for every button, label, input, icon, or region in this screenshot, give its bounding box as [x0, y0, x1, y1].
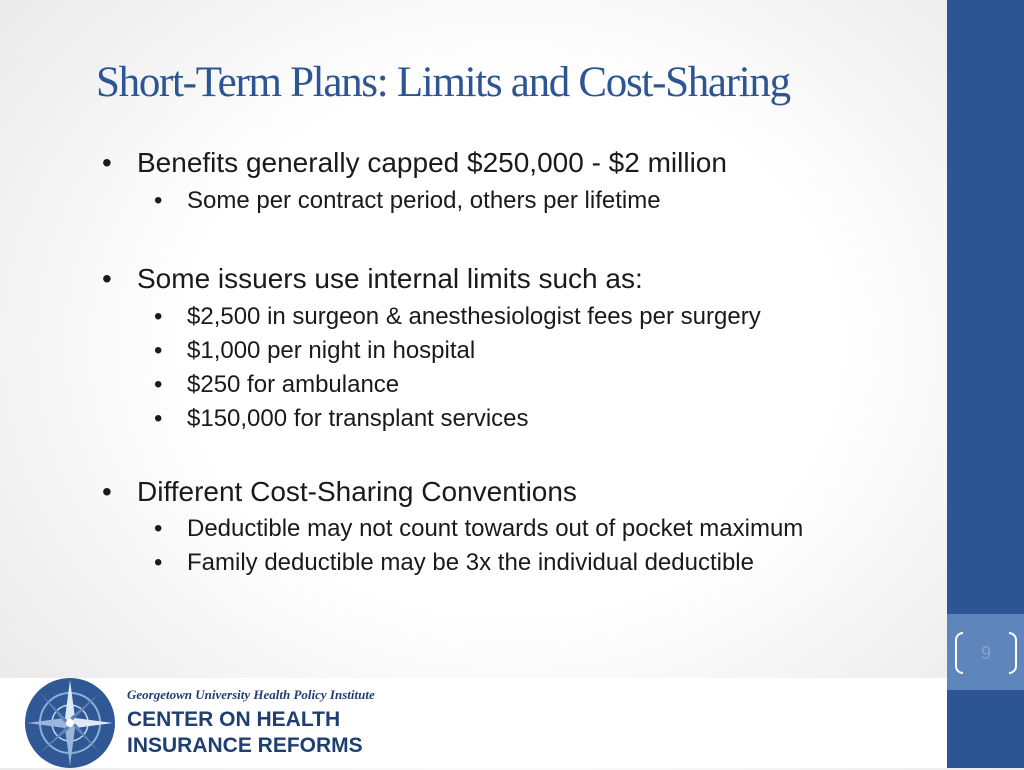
- page-bracket-right: [1009, 632, 1017, 674]
- sub-bullet-text: $1,000 per night in hospital: [187, 337, 476, 364]
- page-number: 9: [980, 643, 991, 663]
- sub-bullet-text: $2,500 in surgeon & anesthesiologist fees per surgery: [187, 303, 761, 330]
- logo-title-line1: CENTER ON HEALTH: [127, 708, 341, 731]
- sub-bullet-text: $150,000 for transplant services: [187, 405, 529, 432]
- sub-bullet-text: Some per contract period, others per lifetime: [187, 187, 661, 214]
- logo-title-line2: INSURANCE REFORMS: [127, 734, 363, 757]
- page-bracket-left: [955, 632, 963, 674]
- slide-title: Short-Term Plans: Limits and Cost-Sharing: [96, 59, 790, 106]
- sub-bullet-text: $250 for ambulance: [187, 371, 400, 398]
- logo-institute-name: Georgetown University Health Policy Institute: [127, 687, 375, 702]
- sub-bullet-text: Family deductible may be 3x the individual deductible: [187, 549, 754, 576]
- bullet-text: Benefits generally capped $250,000 - $2 million: [137, 147, 727, 178]
- compass-emblem-icon: [23, 676, 117, 770]
- bullet-text: Some issuers use internal limits such as:: [137, 263, 643, 294]
- bullet-text: Different Cost-Sharing Conventions: [137, 476, 577, 507]
- sub-bullet-text: Deductible may not count towards out of pocket maximum: [187, 515, 804, 542]
